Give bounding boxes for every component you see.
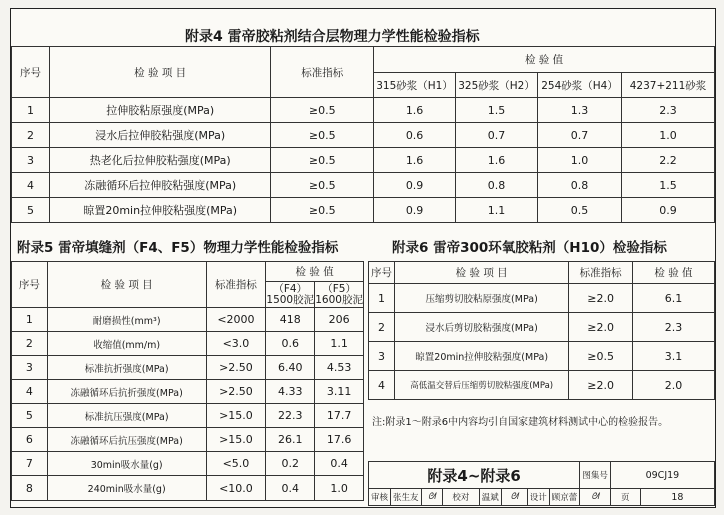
a5-cell-item: 冻融循环后抗压强度(MPa) [47, 428, 206, 452]
a4-cell-value: 0.8 [456, 173, 538, 198]
a5-cell-value: 26.1 [266, 428, 315, 452]
a6-cell-std: ≥2.0 [569, 313, 633, 342]
a4-header-std: 标准指标 [271, 47, 374, 98]
a5-header-values: 检 验 值 [266, 262, 364, 282]
title-block-name: 附录4~附录6 [369, 462, 580, 489]
check-label: 校对 [442, 489, 479, 506]
a4-cell-value: 1.1 [456, 198, 538, 223]
a4-cell-value: 1.6 [456, 148, 538, 173]
table-row [12, 173, 715, 198]
a5-col-f4-top: （F4） [273, 282, 308, 295]
a5-cell-value: 0.4 [266, 476, 315, 501]
a5-cell-value: 0.2 [266, 452, 315, 476]
a6-cell-item: 晾置20min拉伸胶粘强度(MPa) [395, 342, 569, 371]
a6-header-item: 检 验 项 目 [395, 262, 569, 284]
atlas-no-label: 图集号 [580, 462, 611, 489]
a5-cell-std: <2000 [206, 308, 266, 332]
a4-cell-value: 2.2 [622, 148, 715, 173]
a4-cell-value: 0.6 [374, 123, 456, 148]
a5-cell-no: 3 [12, 356, 48, 380]
a5-cell-no: 6 [12, 428, 48, 452]
a5-cell-value: 1.0 [315, 476, 364, 501]
atlas-no: 09CJ19 [610, 462, 714, 489]
table-row [12, 404, 364, 428]
a4-cell-std: ≥0.5 [271, 123, 374, 148]
a4-cell-std: ≥0.5 [271, 98, 374, 123]
a5-cell-item: 30min吸水量(g) [47, 452, 206, 476]
a6-cell-std: ≥2.0 [569, 371, 633, 400]
a5-col-f4-bot: 1500胶泥 [266, 293, 315, 306]
a5-cell-item: 冻融循环后抗折强度(MPa) [47, 380, 206, 404]
a4-cell-no: 1 [12, 98, 50, 123]
review-label: 审核 [369, 489, 391, 506]
a6-cell-value: 2.3 [632, 313, 714, 342]
a5-cell-no: 8 [12, 476, 48, 501]
appendix-note: 注:附录1～附录6中内容均引自国家建筑材料测试中心的检验报告。 [372, 417, 669, 428]
a5-cell-std: <3.0 [206, 332, 266, 356]
table-row [12, 308, 364, 332]
a4-header-values: 检 验 值 [374, 47, 715, 73]
a4-cell-value: 0.8 [538, 173, 622, 198]
design-signature: ᘛ [580, 489, 611, 506]
a4-header-no: 序号 [12, 47, 50, 98]
a4-cell-std: ≥0.5 [271, 198, 374, 223]
a5-cell-std: <10.0 [206, 476, 266, 501]
a6-cell-item: 高低温交替后压缩剪切胶粘强度(MPa) [395, 371, 569, 400]
a5-cell-value: 4.33 [266, 380, 315, 404]
design-label: 设计 [527, 489, 549, 506]
review-signature: ᘛ [421, 489, 442, 506]
a4-cell-value: 0.9 [622, 198, 715, 223]
a5-cell-no: 7 [12, 452, 48, 476]
a5-cell-value: 6.40 [266, 356, 315, 380]
appendix6-title: 附录6 雷帝300环氧胶粘剂（H10）检验指标 [392, 240, 667, 256]
a4-cell-item: 晾置20min拉伸胶粘强度(MPa) [49, 198, 271, 223]
a5-header-item: 检 验 项 目 [47, 262, 206, 308]
a4-cell-value: 0.7 [538, 123, 622, 148]
a6-cell-std: ≥2.0 [569, 284, 633, 313]
a4-cell-value: 1.5 [456, 98, 538, 123]
a5-cell-std: >2.50 [206, 356, 266, 380]
a4-col-h5: 4237+211砂浆 [622, 73, 715, 98]
design-name: 顾京蕾 [549, 489, 580, 506]
a5-cell-value: 22.3 [266, 404, 315, 428]
a6-header-no: 序号 [369, 262, 395, 284]
a4-cell-value: 1.5 [622, 173, 715, 198]
a6-cell-no: 2 [369, 313, 395, 342]
a4-cell-value: 1.6 [374, 148, 456, 173]
a5-cell-no: 4 [12, 380, 48, 404]
title-block [368, 461, 715, 506]
a4-col-h1: 315砂浆（H1） [374, 73, 456, 98]
page-number: 18 [640, 489, 714, 506]
check-name: 温斌 [479, 489, 501, 506]
a4-cell-value: 0.9 [374, 198, 456, 223]
a5-header-std: 标准指标 [206, 262, 266, 308]
table-row [12, 428, 364, 452]
appendix4-table [11, 46, 715, 223]
table-row [12, 123, 715, 148]
a4-cell-std: ≥0.5 [271, 173, 374, 198]
a5-cell-value: 4.53 [315, 356, 364, 380]
a5-cell-item: 标准抗压强度(MPa) [47, 404, 206, 428]
a5-cell-value: 3.11 [315, 380, 364, 404]
a5-cell-value: 418 [266, 308, 315, 332]
table-row [12, 452, 364, 476]
check-signature: ᘛ [501, 489, 527, 506]
page-label: 页 [610, 489, 640, 506]
a5-cell-value: 1.1 [315, 332, 364, 356]
appendix6-table [368, 261, 715, 400]
a4-cell-value: 2.3 [622, 98, 715, 123]
a6-header-std: 标准指标 [569, 262, 633, 284]
a4-cell-value: 0.9 [374, 173, 456, 198]
a4-cell-item: 冻融循环后拉伸胶粘强度(MPa) [49, 173, 271, 198]
a6-cell-item: 浸水后剪切胶粘强度(MPa) [395, 313, 569, 342]
a4-cell-value: 0.7 [456, 123, 538, 148]
a6-cell-no: 4 [369, 371, 395, 400]
a6-cell-value: 3.1 [632, 342, 714, 371]
a5-cell-value: 0.6 [266, 332, 315, 356]
a5-col-f5 [315, 282, 364, 308]
table-row [369, 284, 715, 313]
table-row [369, 313, 715, 342]
a4-cell-item: 浸水后拉伸胶粘强度(MPa) [49, 123, 271, 148]
a4-cell-no: 5 [12, 198, 50, 223]
a5-header-no: 序号 [12, 262, 48, 308]
a5-cell-value: 17.7 [315, 404, 364, 428]
a6-cell-std: ≥0.5 [569, 342, 633, 371]
a5-cell-std: >15.0 [206, 404, 266, 428]
table-row [12, 356, 364, 380]
table-row [12, 380, 364, 404]
a5-cell-item: 收缩值(mm/m) [47, 332, 206, 356]
table-row [12, 476, 364, 501]
a4-cell-value: 1.0 [538, 148, 622, 173]
a5-cell-value: 17.6 [315, 428, 364, 452]
a4-cell-value: 1.0 [622, 123, 715, 148]
a5-col-f5-top: （F5） [322, 282, 356, 295]
table-row [12, 332, 364, 356]
a5-cell-no: 2 [12, 332, 48, 356]
table-row [369, 342, 715, 371]
a4-cell-item: 热老化后拉伸胶粘强度(MPa) [49, 148, 271, 173]
a4-cell-value: 1.3 [538, 98, 622, 123]
a4-header-item: 检 验 项 目 [49, 47, 271, 98]
a5-cell-value: 206 [315, 308, 364, 332]
a5-cell-item: 标准抗折强度(MPa) [47, 356, 206, 380]
a4-cell-value: 1.6 [374, 98, 456, 123]
a6-cell-item: 压缩剪切胶粘原强度(MPa) [395, 284, 569, 313]
a5-col-f4 [266, 282, 315, 308]
a4-col-h2: 325砂浆（H2） [456, 73, 538, 98]
a5-cell-item: 耐磨损性(mm³) [47, 308, 206, 332]
a5-cell-std: >15.0 [206, 428, 266, 452]
a5-cell-item: 240min吸水量(g) [47, 476, 206, 501]
table-row [12, 148, 715, 173]
a5-cell-no: 5 [12, 404, 48, 428]
table-row [12, 98, 715, 123]
a5-cell-no: 1 [12, 308, 48, 332]
a5-cell-std: <5.0 [206, 452, 266, 476]
a6-header-values: 检 验 值 [632, 262, 714, 284]
a6-cell-no: 3 [369, 342, 395, 371]
a4-cell-no: 2 [12, 123, 50, 148]
a4-cell-value: 0.5 [538, 198, 622, 223]
a4-cell-no: 4 [12, 173, 50, 198]
a4-cell-no: 3 [12, 148, 50, 173]
a5-cell-std: >2.50 [206, 380, 266, 404]
a5-col-f5-bot: 1600胶泥 [315, 293, 363, 306]
a6-cell-no: 1 [369, 284, 395, 313]
appendix5-title: 附录5 雷帝填缝剂（F4、F5）物理力学性能检验指标 [17, 240, 339, 256]
table-row [12, 198, 715, 223]
a4-col-h4: 254砂浆（H4） [538, 73, 622, 98]
a4-cell-std: ≥0.5 [271, 148, 374, 173]
appendix5-table [11, 261, 364, 501]
table-row [369, 371, 715, 400]
a6-cell-value: 6.1 [632, 284, 714, 313]
a5-cell-value: 0.4 [315, 452, 364, 476]
appendix4-title: 附录4 雷帝胶粘剂结合层物理力学性能检验指标 [185, 29, 480, 45]
a4-cell-item: 拉伸胶粘原强度(MPa) [49, 98, 271, 123]
review-name: 张生友 [391, 489, 422, 506]
a6-cell-value: 2.0 [632, 371, 714, 400]
